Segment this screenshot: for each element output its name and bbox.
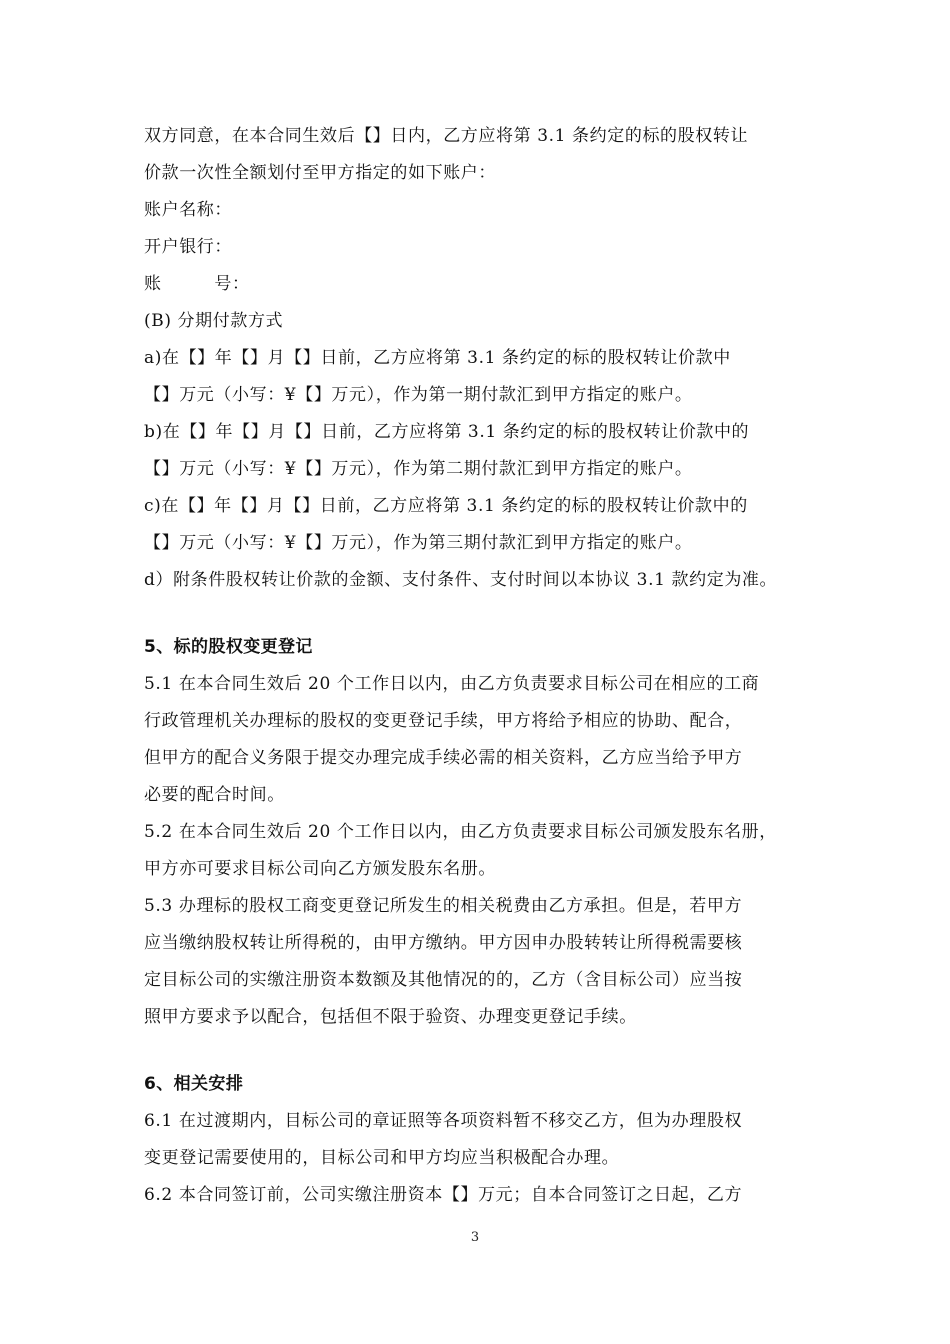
paragraph-line: 应当缴纳股权转让所得税的，由甲方缴纳。甲方因申办股转转让所得税需要核 xyxy=(144,933,743,953)
section-5 xyxy=(144,629,824,1036)
paragraph-line: 必要的配合时间。 xyxy=(144,785,285,805)
page-number: 3 xyxy=(470,1230,480,1245)
section-spacer xyxy=(144,1036,824,1066)
installment-heading: (B) 分期付款方式 xyxy=(144,311,284,331)
paragraph-line: c)在【】年【】月【】日前，乙方应将第 3.1 条约定的标的股权转让价款中的 xyxy=(144,496,748,516)
paragraph-line: 双方同意，在本合同生效后【】日内，乙方应将第 3.1 条约定的标的股权转让 xyxy=(144,126,749,146)
section-6 xyxy=(144,1066,824,1214)
paragraph-line: 行政管理机关办理标的股权的变更登记手续，甲方将给予相应的协助、配合， xyxy=(144,711,743,731)
paragraph-line: 5.1 在本合同生效后 20 个工作日以内，由乙方负责要求目标公司在相应的工商 xyxy=(144,674,760,694)
payment-clause-continuation xyxy=(144,118,824,599)
paragraph-line: 但甲方的配合义务限于提交办理完成手续必需的相关资料，乙方应当给予甲方 xyxy=(144,748,743,768)
account-name-line: 账户名称： xyxy=(144,200,232,220)
paragraph-line: 价款一次性全额划付至甲方指定的如下账户： xyxy=(144,163,496,183)
paragraph-line: 【】万元（小写：¥【】万元），作为第三期付款汇到甲方指定的账户。 xyxy=(144,533,693,553)
paragraph-line: 5.2 在本合同生效后 20 个工作日以内，由乙方负责要求目标公司颁发股东名册， xyxy=(144,822,777,842)
paragraph-line: 【】万元（小写：¥【】万元），作为第一期付款汇到甲方指定的账户。 xyxy=(144,385,693,405)
paragraph-line: 5.3 办理标的股权工商变更登记所发生的相关税费由乙方承担。但是，若甲方 xyxy=(144,896,743,916)
paragraph-line: 甲方亦可要求目标公司向乙方颁发股东名册。 xyxy=(144,859,496,879)
paragraph-line: 【】万元（小写：¥【】万元），作为第二期付款汇到甲方指定的账户。 xyxy=(144,459,693,479)
paragraph-line: b)在【】年【】月【】日前，乙方应将第 3.1 条约定的标的股权转让价款中的 xyxy=(144,422,750,442)
account-number-line: 账 号： xyxy=(144,274,250,294)
paragraph-line: 6.2 本合同签订前，公司实缴注册资本【】万元；自本合同签订之日起，乙方 xyxy=(144,1185,743,1205)
paragraph-line: 变更登记需要使用的，目标公司和甲方均应当积极配合办理。 xyxy=(144,1148,620,1168)
document-body xyxy=(144,118,824,1214)
paragraph-line: 6.1 在过渡期内，目标公司的章证照等各项资料暂不移交乙方，但为办理股权 xyxy=(144,1111,743,1131)
section-heading: 6、相关安排 xyxy=(144,1074,244,1094)
paragraph-line: 照甲方要求予以配合，包括但不限于验资、办理变更登记手续。 xyxy=(144,1007,637,1027)
paragraph-line: a)在【】年【】月【】日前，乙方应将第 3.1 条约定的标的股权转让价款中 xyxy=(144,348,731,368)
paragraph-line: d）附条件股权转让价款的金额、支付条件、支付时间以本协议 3.1 款约定为准。 xyxy=(144,570,778,590)
section-spacer xyxy=(144,599,824,629)
paragraph-line: 定目标公司的实缴注册资本数额及其他情况的的，乙方（含目标公司）应当按 xyxy=(144,970,743,990)
section-heading: 5、标的股权变更登记 xyxy=(144,637,313,657)
bank-line: 开户银行： xyxy=(144,237,232,257)
